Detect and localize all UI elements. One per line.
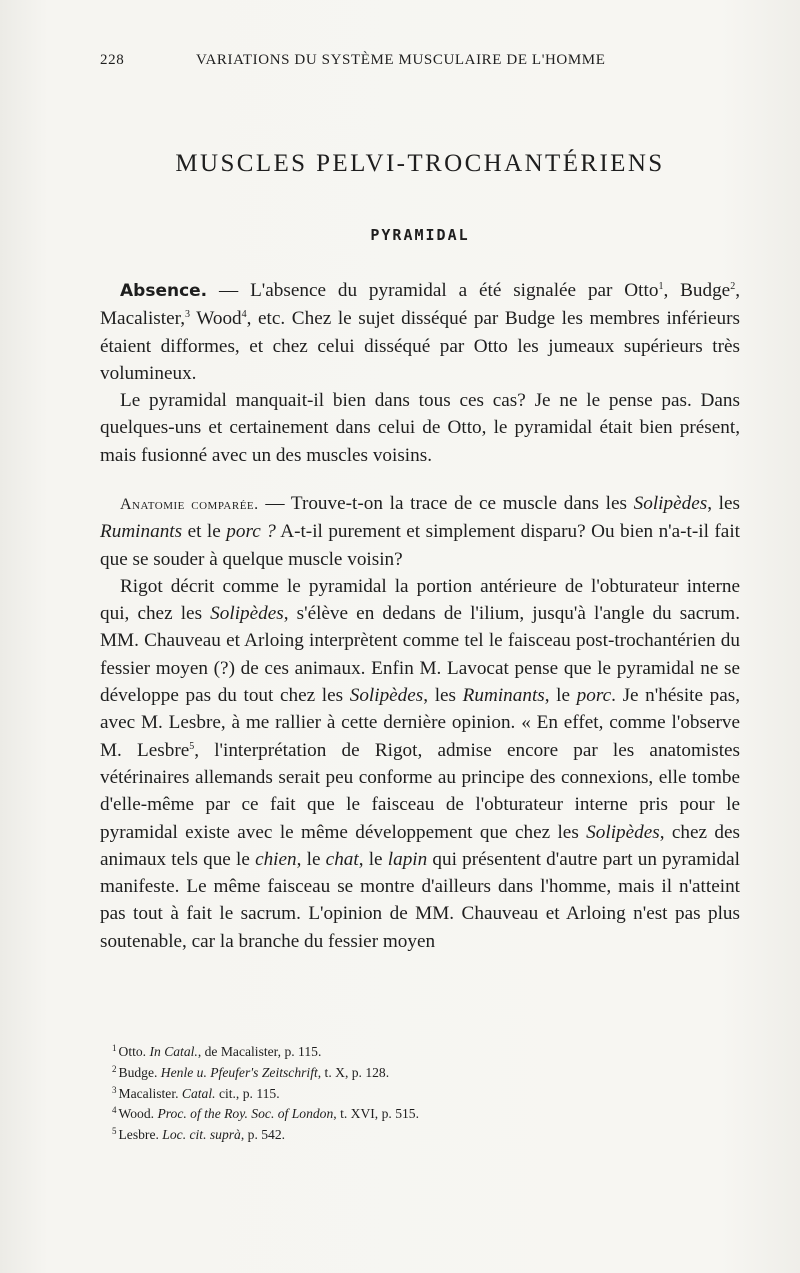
text-run: , Macalister, [100,280,740,330]
footnote-mark: 4 [112,1105,117,1116]
text-run: , etc. Chez le sujet disséqué par Budge les membres inférieurs étaient difformes, et chez celui disséqué par Otto les jumeaux supérieurs très volumineux. [100,308,740,384]
footnote [112,1123,732,1144]
footnote-ref: 2 [730,281,736,292]
paragraph [100,490,740,573]
footnote-ref: 5 [189,740,195,752]
text-run: , l'interprétation de Rigot, admise encore par les anatomistes vétérinaires allemands serait peu conforme au principe des connexions, elle tombe d'elle-même par ce fait que le faisceau de l'obturateur interne pris pour le pyramidal existe avec le même développement que chez les [100,739,741,843]
chapter-title: MUSCLES PELVI-TROCHANTÉRIENS [175,150,665,177]
text-run: Rigot décrit comme le pyramidal la portion antérieure de l'obturateur interne qui, chez les [100,575,740,625]
paragraph: Le pyramidal manquait-il bien dans tous ces cas? Je ne le pense pas. Dans quelques-uns et certainement dans celui de Otto, le pyramidal était bien présent, mais fusionné avec un des muscles voisins. [100,390,740,466]
italic-run: Catal. [181,1085,216,1101]
paragraph-lead: Absence. [120,281,208,301]
text-run: , de Macalister, p. 115. [197,1044,322,1059]
text-run: , chez des animaux tels que le [100,821,740,870]
text-run: , s'élève en dedans de l'ilium, jusqu'à l'angle du sacrum. MM. Chauveau et Arloing interprètent comme tel le faisceau post-trochantérien du fessier moyen (?) de ces animaux. Enfin M. Lavocat pense que le pyramidal ne se développe pas du tout chez les [100,603,740,707]
section-title: PYRAMIDAL [370,226,470,244]
italic-run: Ruminants [100,521,183,543]
text-run: Wood. [118,1106,158,1122]
running-head [100,52,740,76]
text-run: . Je n'hésite pas, avec M. Lesbre, à me rallier à cette dernière opinion. « En effet, comme l'observe M. Lesbre [100,685,740,761]
paragraph-lead: Anatomie comparée. [120,496,259,513]
footnote-mark: 1 [112,1043,117,1053]
text-run: , les [423,685,463,707]
text-run: , t. X, p. 128. [317,1064,390,1080]
footnote [112,1102,732,1123]
italic-run: Loc. cit. suprà [162,1127,241,1143]
italic-run: chat [325,848,359,870]
footnote [112,1040,732,1061]
italic-run: Henle u. Pfeufer's Zeitschrift [160,1064,318,1080]
text-run: A-t-il purement et simplement disparu? Ou bien n'a-t-il fait que se souder à quelque muscle voisin? [100,521,740,570]
italic-run: porc [576,685,612,707]
italic-run: porc ? [226,521,276,543]
text-run: — L'absence du pyramidal a été signalée par Otto [207,280,659,301]
paragraph [100,573,740,955]
footnote-ref: 1 [658,281,664,292]
paragraph [100,277,740,387]
italic-run: lapin [387,848,428,870]
anatomie-comparee-section [100,490,740,955]
text-run: , Budge [663,280,731,301]
text-run: Budge. [118,1064,161,1080]
page-number: 228 [100,52,125,68]
text-run: Otto. [118,1044,150,1059]
text-run: cit., p. 115. [215,1085,280,1101]
italic-run: Proc. of the Roy. Soc. of London [157,1106,334,1122]
italic-run: Ruminants [462,685,545,707]
text-run: — Trouve-t-on la trace de ce muscle dans les [258,493,634,514]
footnote [112,1061,732,1082]
text-run: qui présentent d'autre part un pyramidal manifeste. Le même faisceau se montre d'ailleurs dans l'homme, mais il n'atteint pas tout à fait le sacrum. L'opinion de MM. Chauveau et Arloing n'est pas plus soutenable, car la branche du fessier moyen [100,848,740,952]
text-run: Lesbre. [118,1127,163,1143]
text-run: , p. 542. [240,1127,286,1143]
text-run: Macalister. [118,1085,182,1101]
italic-run: Solipèdes [633,493,708,514]
footnote [112,1082,732,1103]
text-run: , le [358,848,388,870]
footnote-mark: 3 [112,1084,117,1095]
footnotes [112,1040,732,1144]
absence-section [100,277,740,469]
italic-run: Solipèdes [210,603,284,625]
text-run: et le [182,521,227,543]
running-head-title: VARIATIONS DU SYSTÈME MUSCULAIRE DE L'HOMME [196,52,606,68]
text-run: Wood [190,308,242,330]
text-run: , t. XVI, p. 515. [333,1106,419,1122]
italic-run: Solipèdes [586,821,660,843]
text-run: , les [707,493,740,514]
footnote-mark: 5 [112,1126,117,1137]
italic-run: Solipèdes [349,685,424,707]
italic-run: chien [255,848,297,870]
footnote-mark: 2 [112,1063,117,1074]
text-run: , le [544,685,577,707]
footnote-ref: 4 [241,309,247,321]
italic-run: In Catal. [149,1044,198,1059]
text-run: , le [296,848,326,870]
footnote-ref: 3 [185,309,191,321]
